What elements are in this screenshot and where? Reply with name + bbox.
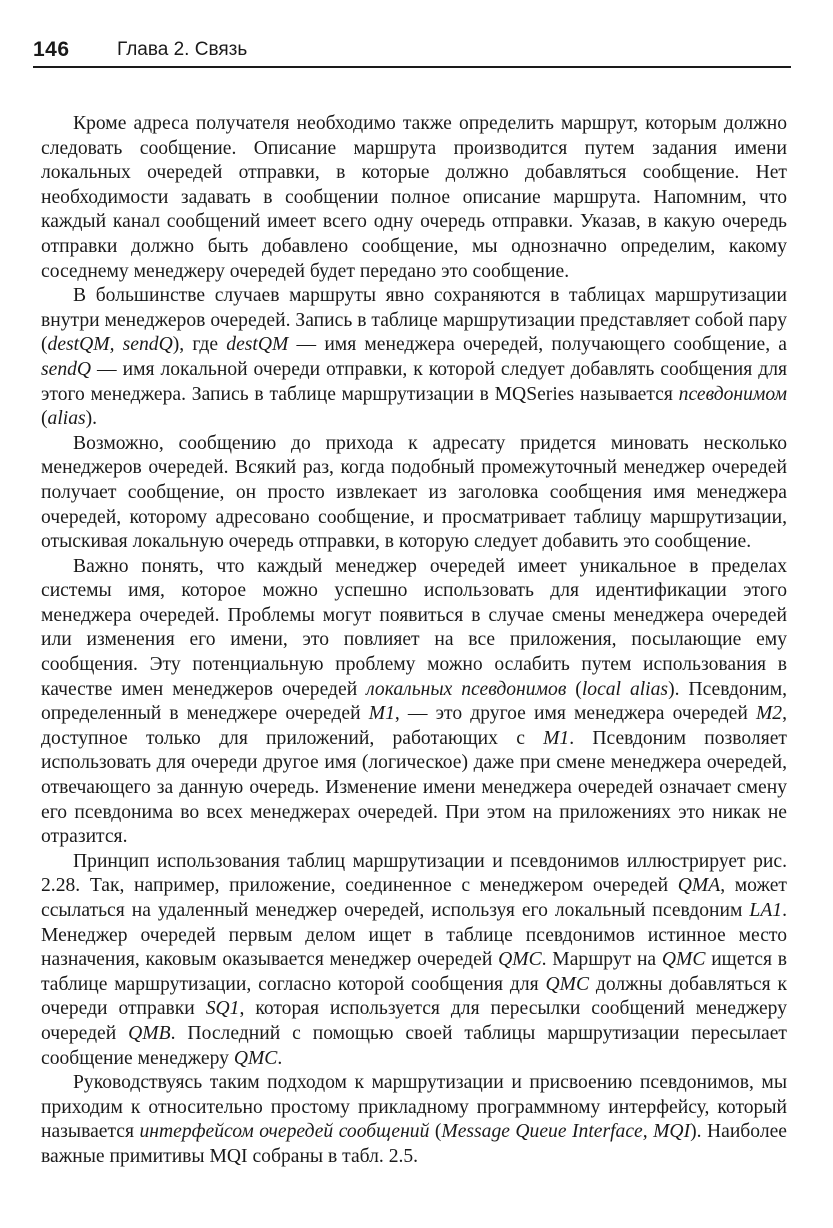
italic-term: QMC [233,1047,278,1069]
text-run: — имя менеджера очередей, получающего сообщение, а [288,334,787,356]
italic-term: QMC [661,949,706,971]
text-run: ( [429,1121,442,1143]
text-run: должны добавляться к очереди отправки [41,973,787,1020]
text-run: Руководствуясь таким подходом к маршрутизации и присвоению псевдонимов, мы приходим к относительно простому прикладному программному интерфейсу, который называется [41,1072,787,1143]
italic-term: sendQ [41,358,92,380]
italic-term: M1 [368,703,395,725]
italic-term: M2 [755,703,783,725]
italic-term: Message Queue Interface, MQI [441,1121,691,1143]
text-run: , доступное только для приложений, работающих с [41,703,787,749]
text-run: В большинстве случаев маршруты явно сохраняются в таблицах маршрутизации внутри менеджеров очередей. Запись в таблице маршрутизации представляет собой пару ( [41,285,787,356]
paragraph [41,112,787,284]
page-number: 146 [33,38,70,61]
running-head [33,34,791,68]
paragraph [41,850,787,1071]
text-run: ( [41,408,48,430]
italic-term: QMA [677,875,721,897]
italic-term: QMC [498,949,542,971]
italic-term: destQM, sendQ [47,334,173,356]
text-run: ). [85,408,98,430]
italic-term: destQM [226,334,289,356]
paragraph [41,284,787,432]
text-run: ). Наиболее важные примитивы MQI собраны в табл. 2.5. [41,1121,787,1167]
paragraph [41,1071,787,1169]
text-run: ищется в таблице маршрутизации, согласно которой сообщения для [41,949,787,995]
italic-term: интерфейсом очередей сообщений [139,1121,430,1143]
text-run: Важно понять, что каждый менеджер очередей имеет уникальное в пределах системы имя, которое можно успешно использовать для идентификации этого менеджера очередей. Проблемы могут появиться в случае смены менеджера очередей или изменения его имени, это повлияет на все приложения, посылающие ему сообщения. Эту потенциальную проблему можно ослабить путем использования в качестве имен менеджеров очередей [41,555,787,700]
text-run: Возможно, сообщению до прихода к адресату придется миновать несколько менеджеров очередей. Всякий раз, когда подобный промежуточный менеджер очередей получает сообщение, он просто извлекает из заголовка сообщения имя менеджера очередей, которому адресовано сообщение, и просматривает таблицу маршрутизации, отыскивая локальную очередь отправки, в которую следует добавить это сообщение. [41,432,787,553]
text-run: , которая используется для пересылки сообщений менеджеру очередей [41,998,787,1044]
text-run: Кроме адреса получателя необходимо также определить маршрут, которым должно следовать сообщение. Описание маршрута производится путем задания имени локальных очередей отправки, в которые должно добавляться сообщение. Нет необходимости задавать в сообщении полное описание маршрута. Напомним, что каждый канал сообщений имеет всего одну очередь отправки. Указав, в какую очередь отправки должно быть добавлено сообщение, мы однозначно определим, какому соседнему менеджеру очередей будет передано это сообщение. [41,113,787,282]
italic-term: M1 [543,727,570,749]
book-page [33,0,791,1228]
text-run: ). Псевдоним, определенный в менеджере очередей [41,678,788,725]
text-run: ), где [172,334,227,356]
text-run: . Последний с помощью своей таблицы маршрутизации пересылает сообщение менеджеру [41,1022,787,1069]
text-run: . Маршрут на [541,949,662,971]
text-run: Принцип использования таблиц маршрутизации и псевдонимов иллюстрирует рис. 2.28. Так, например, приложение, соединенное с менеджером очередей [41,850,787,897]
text-run: ( [566,678,582,700]
italic-term: SQ1 [205,998,240,1020]
paragraph [41,555,787,850]
body-text [41,112,787,1170]
italic-term: локальных псевдонимов [366,678,567,700]
italic-term: alias [47,408,86,430]
text-run: . [277,1047,283,1069]
italic-term: псевдонимом [678,383,787,405]
text-run: , может ссылаться на удаленный менеджер очередей, используя его локальный псевдоним [41,875,787,921]
chapter-title: Глава 2. Связь [117,39,248,60]
text-run: . Менеджер очередей первым делом ищет в таблице псевдонимов истинное место назначения, каковым оказывается менеджер очередей [41,900,787,971]
text-run: — имя локальной очереди отправки, к которой следует добавлять сообщения для этого менеджера. Запись в таблице маршрутизации в MQSeries называется [41,358,787,405]
italic-term: QMB [128,1022,171,1044]
italic-term: local alias [581,678,669,700]
text-run: , — это другое имя менеджера очередей [394,703,756,725]
text-run: . Псевдоним позволяет использовать для очереди другое имя (логическое) даже при смене менеджера очередей, отвечающего за данную очередь. Изменение имени менеджера очередей означает смену его псевдонима во всех менеджерах очередей. При этом на приложениях это никак не отразится. [41,727,787,848]
italic-term: LA1 [749,900,783,921]
paragraph [41,432,787,555]
italic-term: QMC [545,973,590,995]
